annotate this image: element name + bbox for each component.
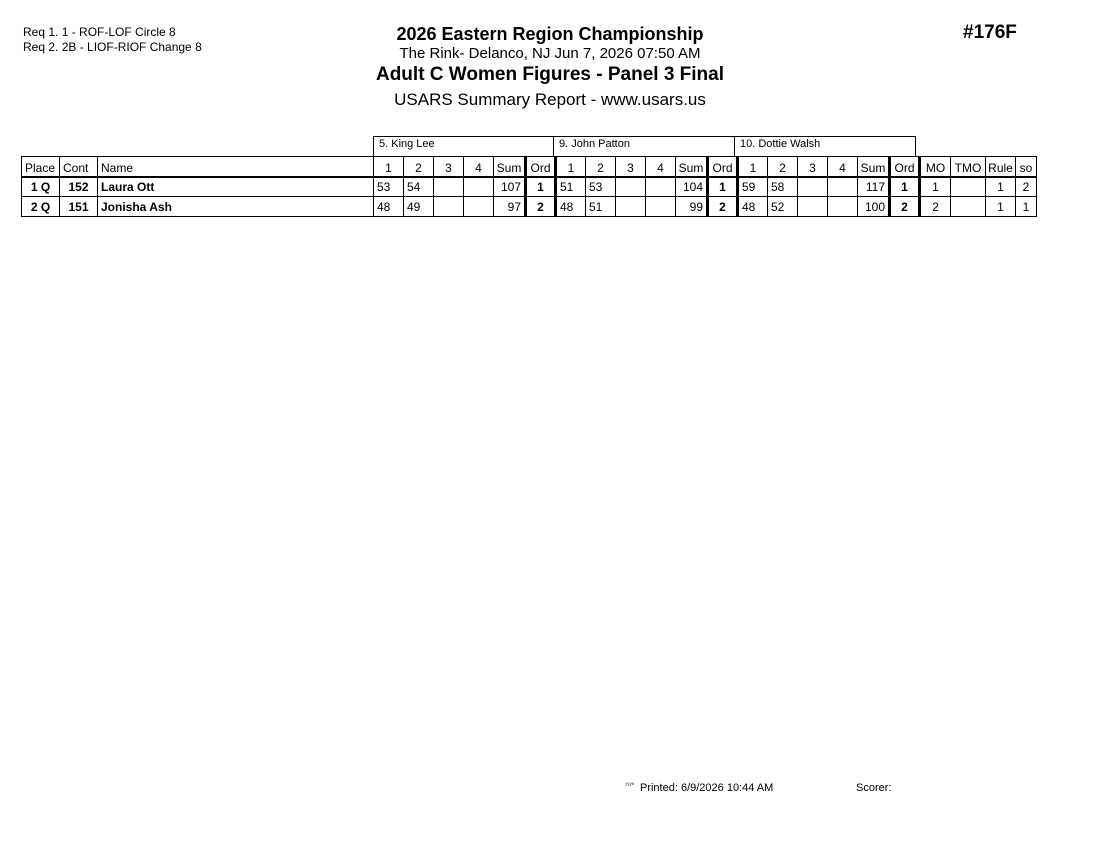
scorer-label: Scorer: xyxy=(856,782,892,794)
mo-cell: 2 xyxy=(920,197,951,217)
ord-cell: 2 xyxy=(526,197,556,217)
print-footer xyxy=(625,782,773,794)
col-j3-fig2: 2 xyxy=(768,157,798,177)
ord-cell: 1 xyxy=(890,177,920,197)
judge-header-2: 9. John Patton xyxy=(553,136,735,156)
ord-cell: 2 xyxy=(708,197,738,217)
score-cell: 48 xyxy=(556,197,586,217)
col-name: Name xyxy=(98,157,374,177)
score-cell: 48 xyxy=(738,197,768,217)
report-title: USARS Summary Report - www.usars.us xyxy=(394,90,706,109)
sum-cell: 100 xyxy=(858,197,890,217)
col-rule: Rule xyxy=(986,157,1016,177)
col-j2-fig3: 3 xyxy=(616,157,646,177)
score-cell xyxy=(798,197,828,217)
score-cell: 54 xyxy=(404,177,434,197)
score-cell xyxy=(798,177,828,197)
judge-header-1: 5. King Lee xyxy=(373,136,554,156)
col-cont: Cont xyxy=(60,157,98,177)
score-cell xyxy=(464,197,494,217)
score-cell: 59 xyxy=(738,177,768,197)
place-cell: 1 Q xyxy=(22,177,60,197)
sum-cell: 99 xyxy=(676,197,708,217)
col-j3-fig1: 1 xyxy=(738,157,768,177)
col-mo: MO xyxy=(920,157,951,177)
col-j1-ord: Ord xyxy=(526,157,556,177)
ord-cell: 1 xyxy=(526,177,556,197)
score-cell: 52 xyxy=(768,197,798,217)
score-cell xyxy=(828,197,858,217)
score-cell: 51 xyxy=(556,177,586,197)
col-place: Place xyxy=(22,157,60,177)
tmo-cell xyxy=(951,197,986,217)
score-cell: 51 xyxy=(586,197,616,217)
score-cell xyxy=(616,177,646,197)
tmo-cell xyxy=(951,177,986,197)
cont-cell: 151 xyxy=(60,197,98,217)
results-table xyxy=(21,156,1037,217)
score-cell xyxy=(616,197,646,217)
col-j2-fig4: 4 xyxy=(646,157,676,177)
place-cell: 2 Q xyxy=(22,197,60,217)
skater-name: Laura Ott xyxy=(98,177,374,197)
table-row xyxy=(22,197,1037,217)
col-j2-fig2: 2 xyxy=(586,157,616,177)
rule-cell: 1 xyxy=(986,197,1016,217)
sum-cell: 107 xyxy=(494,177,526,197)
score-cell xyxy=(434,197,464,217)
sum-cell: 117 xyxy=(858,177,890,197)
score-cell: 58 xyxy=(768,177,798,197)
score-cell: 48 xyxy=(374,197,404,217)
so-cell: 2 xyxy=(1016,177,1037,197)
skater-name: Jonisha Ash xyxy=(98,197,374,217)
score-cell: 53 xyxy=(586,177,616,197)
requirement-2: Req 2. 2B - LIOF-RIOF Change 8 xyxy=(23,40,202,54)
col-j1-fig4: 4 xyxy=(464,157,494,177)
championship-title: 2026 Eastern Region Championship xyxy=(396,24,704,44)
col-j2-sum: Sum xyxy=(676,157,708,177)
col-j1-fig1: 1 xyxy=(374,157,404,177)
score-cell xyxy=(828,177,858,197)
table-row xyxy=(22,177,1037,197)
score-cell xyxy=(434,177,464,197)
col-j2-fig1: 1 xyxy=(556,157,586,177)
column-header-row xyxy=(22,157,1037,177)
col-j3-sum: Sum xyxy=(858,157,890,177)
col-j1-fig3: 3 xyxy=(434,157,464,177)
requirement-1: Req 1. 1 - ROF-LOF Circle 8 xyxy=(23,25,176,39)
printed-timestamp: Printed: 6/9/2026 10:44 AM xyxy=(639,782,774,794)
requirements-list xyxy=(23,25,202,55)
score-cell xyxy=(464,177,494,197)
col-so: so xyxy=(1016,157,1037,177)
ord-cell: 1 xyxy=(708,177,738,197)
col-j3-fig4: 4 xyxy=(828,157,858,177)
col-j1-sum: Sum xyxy=(494,157,526,177)
rule-cell: 1 xyxy=(986,177,1016,197)
ord-cell: 2 xyxy=(890,197,920,217)
judge-header-3: 10. Dottie Walsh xyxy=(734,136,916,156)
col-tmo: TMO xyxy=(951,157,986,177)
col-j3-fig3: 3 xyxy=(798,157,828,177)
cont-cell: 152 xyxy=(60,177,98,197)
score-cell xyxy=(646,177,676,197)
venue-line: The Rink- Delanco, NJ Jun 7, 2026 07:50 AM xyxy=(399,45,701,62)
col-j1-fig2: 2 xyxy=(404,157,434,177)
col-j3-ord: Ord xyxy=(890,157,920,177)
score-cell xyxy=(646,197,676,217)
event-title: Adult C Women Figures - Panel 3 Final xyxy=(375,64,725,85)
footer-code: ¹⁹²⁰ xyxy=(625,783,634,789)
score-cell: 53 xyxy=(374,177,404,197)
sum-cell: 97 xyxy=(494,197,526,217)
event-number: #176F xyxy=(963,22,1017,43)
mo-cell: 1 xyxy=(920,177,951,197)
col-j2-ord: Ord xyxy=(708,157,738,177)
sum-cell: 104 xyxy=(676,177,708,197)
so-cell: 1 xyxy=(1016,197,1037,217)
score-cell: 49 xyxy=(404,197,434,217)
